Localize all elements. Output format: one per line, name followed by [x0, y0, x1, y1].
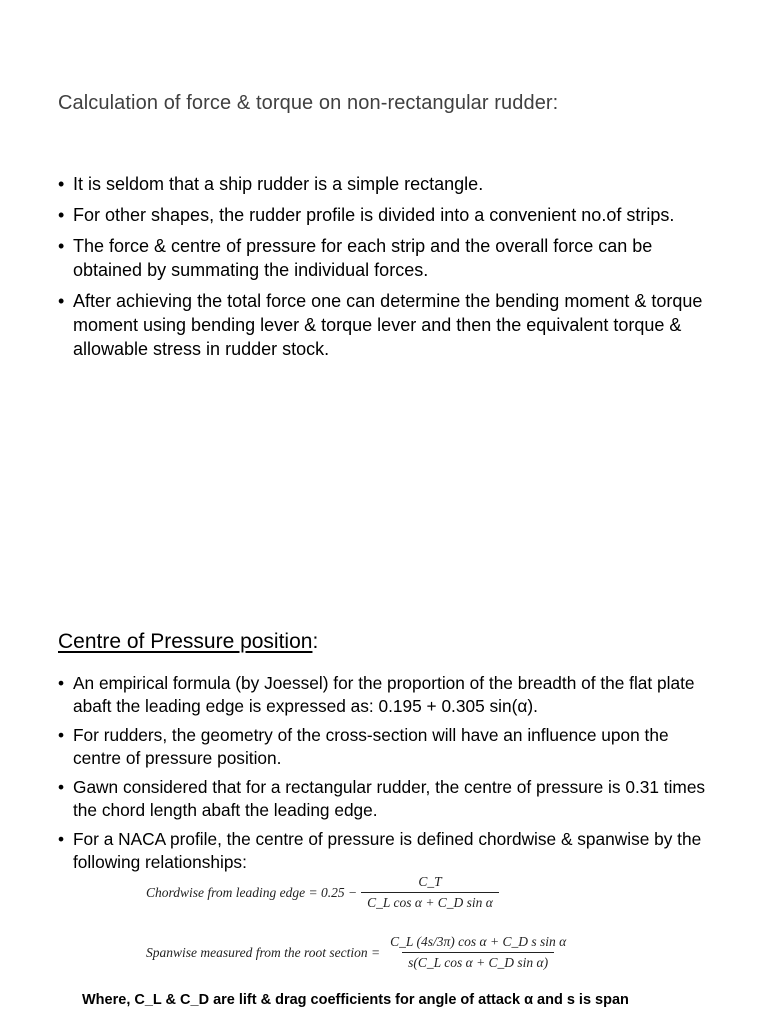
bullet-dot-icon: • [58, 777, 65, 797]
spanwise-denominator: s(C_L cos α + C_D sin α) [402, 952, 554, 971]
bullet-dot-icon: • [58, 829, 65, 849]
bullet-item: • For rudders, the geometry of the cross-section will have an influence upon the centre of pressure position. [58, 725, 669, 768]
where-note: Where, C_L & C_D are lift & drag coefficients for angle of attack α and s is span [82, 992, 629, 1008]
bullet-item: • For other shapes, the rudder profile is divided into a convenient no.of strips. [58, 205, 675, 225]
slide-2-title: Centre of Pressure position: [58, 630, 319, 653]
bullet-dot-icon: • [58, 236, 65, 256]
bullet-dot-icon: • [58, 673, 65, 693]
bullet-dot-icon: • [58, 205, 65, 225]
slide-1-title: Calculation of force & torque on non-rectangular rudder: [58, 92, 559, 114]
bullet-item: • For a NACA profile, the centre of pressure is defined chordwise & spanwise by the following relationships: [58, 829, 702, 872]
chordwise-denominator: C_L cos α + C_D sin α [361, 892, 499, 911]
spanwise-numerator: C_L (4s/3π) cos α + C_D s sin α [390, 934, 567, 949]
chordwise-numerator: C_T [418, 874, 442, 889]
chordwise-formula [146, 874, 499, 911]
bullet-item: • After achieving the total force one can determine the bending moment & torque moment using bending lever & torque lever and then the equivalent torque & allowable stress in rudder stock. [58, 291, 703, 359]
spanwise-fraction [384, 934, 572, 971]
spanwise-formula-lhs: Spanwise measured from the root section = [146, 944, 381, 960]
bullet-item: • It is seldom that a ship rudder is a simple rectangle. [58, 174, 484, 194]
chordwise-formula-lhs: Chordwise from leading edge = 0.25 − [146, 884, 358, 900]
bullet-item: • Gawn considered that for a rectangular rudder, the centre of pressure is 0.31 times the chord length abaft the leading edge. [58, 777, 706, 820]
slide-1-bullet-list [58, 172, 718, 368]
chordwise-fraction [361, 874, 499, 911]
slide-2-bullet-list [58, 672, 718, 880]
bullet-dot-icon: • [58, 725, 65, 745]
bullet-item: • An empirical formula (by Joessel) for the proportion of the breadth of the flat plate abaft the leading edge is expressed as: 0.195 + 0.305 sin(α). [58, 673, 695, 716]
bullet-dot-icon: • [58, 291, 65, 311]
spanwise-formula [146, 934, 572, 971]
bullet-dot-icon: • [58, 174, 65, 194]
bullet-item: • The force & centre of pressure for each strip and the overall force can be obtained by summating the individual forces. [58, 236, 653, 280]
slide-2 [0, 580, 768, 1024]
